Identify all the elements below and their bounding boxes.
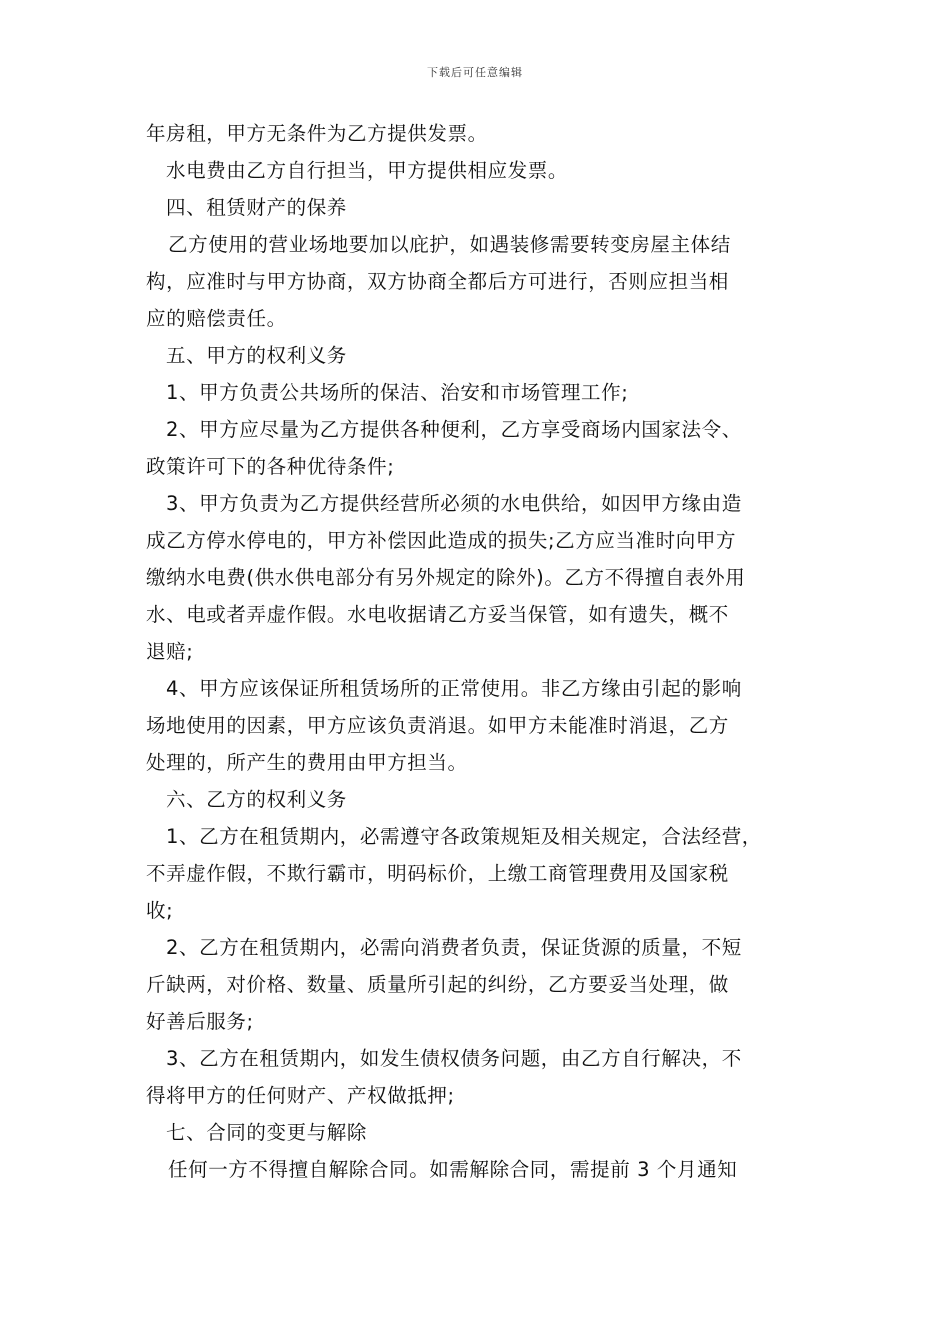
page-header: 下载后可任意编辑 <box>427 66 523 79</box>
text-line: 政策许可下的各种优待条件; <box>146 455 395 478</box>
text-line: 六、乙方的权利义务 <box>166 788 347 811</box>
document-body <box>146 115 808 1188</box>
text-line: 3、甲方负责为乙方提供经营所必须的水电供给，如因甲方缘由造 <box>166 492 742 515</box>
text-line: 水电费由乙方自行担当，甲方提供相应发票。 <box>166 159 569 182</box>
text-line: 构，应准时与甲方协商，双方协商全都后方可进行，否则应担当相 <box>146 270 729 293</box>
text-line: 场地使用的因素，甲方应该负责消退。如甲方未能准时消退，乙方 <box>146 714 729 737</box>
text-line: 4、甲方应该保证所租赁场所的正常使用。非乙方缘由引起的影响 <box>166 677 742 700</box>
text-line: 1、甲方负责公共场所的保洁、治安和市场管理工作; <box>166 381 629 404</box>
text-line: 斤缺两，对价格、数量、质量所引起的纠纷，乙方要妥当处理，做 <box>146 973 729 996</box>
text-line: 年房租，甲方无条件为乙方提供发票。 <box>146 122 488 145</box>
text-line: 不弄虚作假，不欺行霸市，明码标价，上缴工商管理费用及国家税 <box>146 862 729 885</box>
text-line: 应的赔偿责任。 <box>146 307 287 330</box>
text-line: 好善后服务; <box>146 1010 254 1033</box>
text-line: 任何一方不得擅自解除合同。如需解除合同，需提前 3 个月通知 <box>168 1158 738 1181</box>
text-line: 收; <box>146 899 174 922</box>
text-line: 2、乙方在租赁期内，必需向消费者负责，保证货源的质量，不短 <box>166 936 742 959</box>
text-line: 3、乙方在租赁期内，如发生债权债务问题，由乙方自行解决，不 <box>166 1047 742 1070</box>
text-line: 七、合同的变更与解除 <box>166 1121 368 1144</box>
text-line: 乙方使用的营业场地要加以庇护，如遇装修需要转变房屋主体结 <box>168 233 731 256</box>
text-line: 2、甲方应尽量为乙方提供各种便利，乙方享受商场内国家法令、 <box>166 418 742 441</box>
text-line: 处理的，所产生的费用由甲方担当。 <box>146 751 468 774</box>
text-line: 五、甲方的权利义务 <box>166 344 347 367</box>
text-line: 退赔; <box>146 640 194 663</box>
text-line: 1、乙方在租赁期内，必需遵守各政策规矩及相关规定，合法经营， <box>166 825 762 848</box>
text-line: 水、电或者弄虚作假。水电收据请乙方妥当保管，如有遗失，概不 <box>146 603 729 626</box>
text-line: 缴纳水电费(供水供电部分有另外规定的除外)。乙方不得擅自表外用 <box>146 566 746 589</box>
text-line: 成乙方停水停电的，甲方补偿因此造成的损失;乙方应当准时向甲方 <box>146 529 737 552</box>
text-line: 得将甲方的任何财产、产权做抵押; <box>146 1084 455 1107</box>
text-line: 四、租赁财产的保养 <box>166 196 347 219</box>
